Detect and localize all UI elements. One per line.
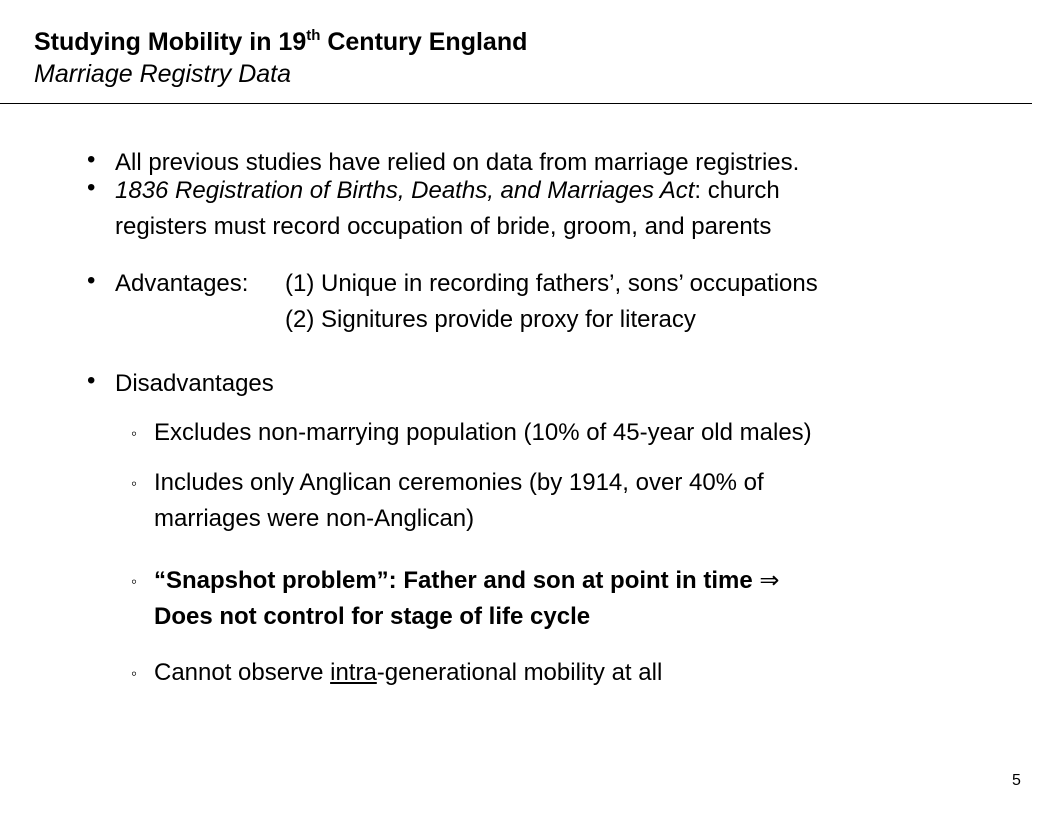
page-number: 5 [1012,772,1021,789]
act-name: 1836 Registration of Births, Deaths, and Marriages Act [115,177,695,204]
slide-header [34,26,527,90]
advantage-item-2: (2) Signitures provide proxy for literacy [285,306,696,333]
disadvantages-heading: Disadvantages [115,370,274,397]
sub-bullet-anglican-line2: marriages were non-Anglican) [154,505,475,532]
title-end: Century England [320,28,528,56]
sub-bullet-snapshot [154,564,779,598]
bullet-registration-act [115,174,780,208]
bullet-icon: • [87,367,96,394]
advantage-item-1: (1) Unique in recording fathers’, sons’ occupations [285,270,818,297]
sub-bullet-icon: ◦ [131,474,138,493]
intra-before: Cannot observe [154,659,331,686]
bullet-icon: • [87,267,96,294]
title-superscript: th [306,27,321,44]
sub-bullet-snapshot-line2: Does not control for stage of life cycle [154,603,591,630]
act-rest: : church [694,177,780,204]
advantages-label: Advantages: [115,270,249,297]
sub-bullet-icon: ◦ [131,664,138,683]
sub-bullet-icon: ◦ [131,572,138,591]
sub-bullet-non-marrying: Excludes non-marrying population (10% of 45-year old males) [154,419,812,446]
bullet-icon: • [87,146,96,173]
sub-bullet-anglican: Includes only Anglican ceremonies (by 1914, over 40% of [154,469,764,496]
intra-underlined: intra [330,659,377,686]
implies-arrow-icon: ⇒ [759,567,780,594]
slide-title [34,26,527,58]
snapshot-text: “Snapshot problem”: Father and son at point in time [154,567,753,594]
bullet-previous-studies: All previous studies have relied on data from marriage registries. [115,149,800,176]
bullet-icon: • [87,174,96,201]
title-main: Studying Mobility in 19 [34,28,307,56]
sub-bullet-intra-generational [154,656,662,690]
header-divider [0,103,1032,104]
slide-subtitle: Marriage Registry Data [34,60,292,88]
intra-after: -generational mobility at all [376,659,663,686]
bullet-registration-act-line2: registers must record occupation of bride, groom, and parents [115,213,772,240]
sub-bullet-icon: ◦ [131,424,138,443]
